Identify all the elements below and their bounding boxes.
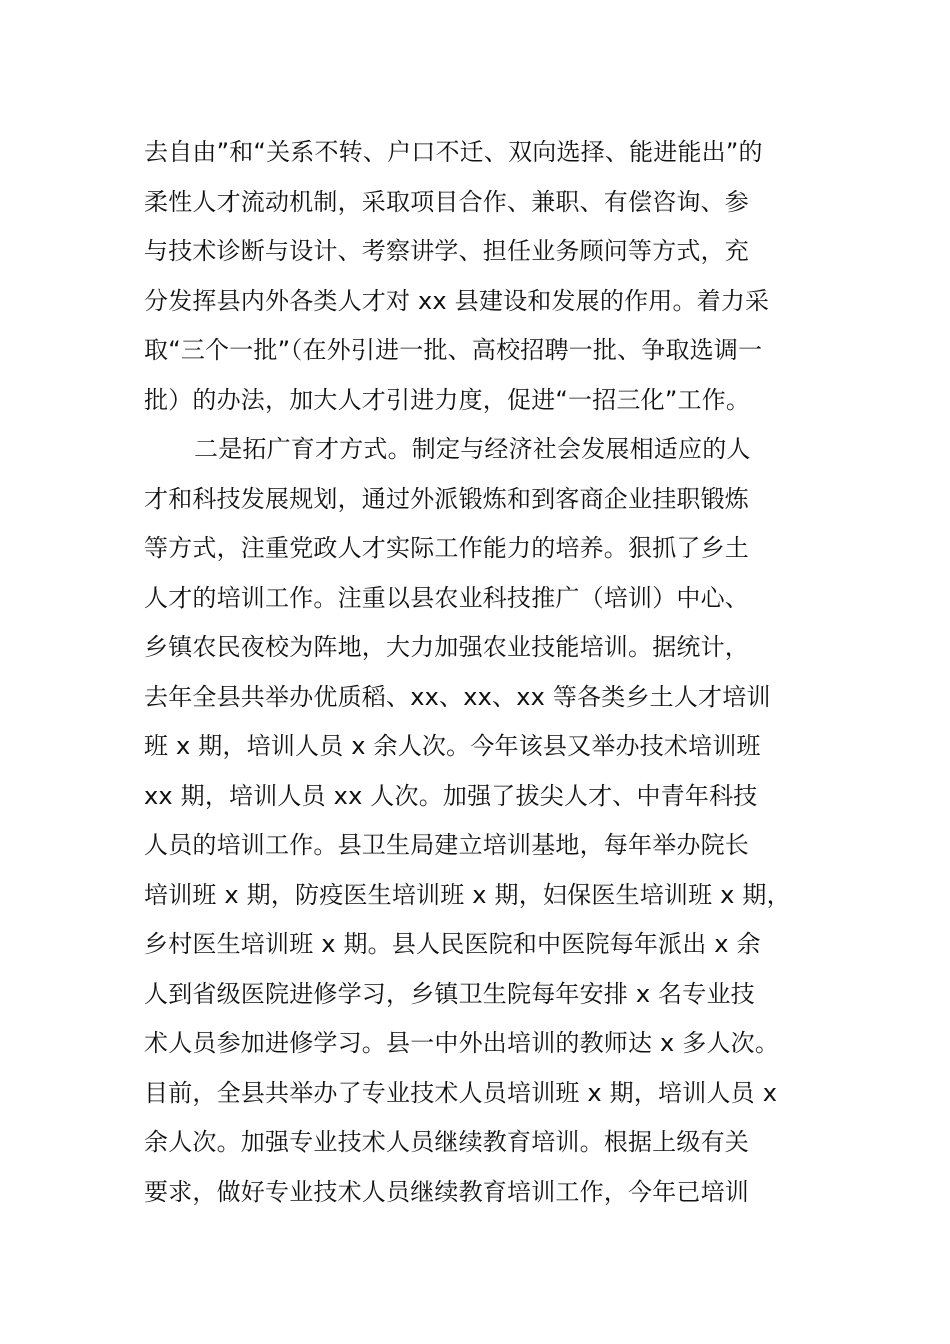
text-line: 培训班 x 期，防疫医生培训班 x 期，妇保医生培训班 x 期， [144,880,791,909]
text-line: 目前，全县共举办了专业技术人员培训班 x 期，培训人员 x [144,1078,778,1107]
text-line: 才和科技发展规划，通过外派锻炼和到客商企业挂职锻炼 [144,484,749,513]
text-line: 去自由”和“关系不转、户口不迁、双向选择、能进能出”的 [144,138,763,166]
text-line: 等方式，注重党政人才实际工作能力的培养。狠抓了乡土 [144,534,749,562]
text-line: 乡镇农民夜校为阵地，大力加强农业技能培训。据统计， [144,633,749,661]
text-line: 要求，做好专业技术人员继续教育培训工作，今年已培训 [144,1177,749,1206]
text-line: 人才的培训工作。注重以县农业科技推广（培训）中心、 [144,583,749,612]
text-line: 班 x 期，培训人员 x 余人次。今年该县又举办技术培训班 [144,732,761,760]
text-line: 批）的办法，加大人才引进力度，促进“一招三化”工作。 [144,385,751,414]
text-line: 余人次。加强专业技术人员继续教育培训。根据上级有关 [144,1128,749,1156]
text-line: 与技术诊断与设计、考察讲学、担任业务顾问等方式，充 [144,237,749,265]
text-line: 乡村医生培训班 x 期。县人民医院和中医院每年派出 x 余 [144,930,761,958]
text-line: 柔性人才流动机制，采取项目合作、兼职、有偿咨询、参 [144,187,749,216]
body-text [144,128,844,1217]
text-line: 人到省级医院进修学习，乡镇卫生院每年安排 x 名专业技 [144,979,755,1008]
text-line: xx 期，培训人员 xx 人次。加强了拔尖人才、中青年科技 [144,781,758,810]
text-line: 术人员参加进修学习。县一中外出培训的教师达 x 多人次。 [144,1029,780,1057]
paragraph-start-line: 二是拓广育才方式。制定与经济社会发展相适应的人 [194,435,751,463]
text-line: 取“三个一批”（在外引进一批、高校招聘一批、争取选调一 [144,336,763,364]
text-line: 去年全县共举办优质稻、xx、xx、xx 等各类乡土人才培训 [144,682,771,711]
text-line: 人员的培训工作。县卫生局建立培训基地，每年举办院长 [144,831,749,859]
text-line: 分发挥县内外各类人才对 xx 县建设和发展的作用。着力采 [144,286,770,315]
